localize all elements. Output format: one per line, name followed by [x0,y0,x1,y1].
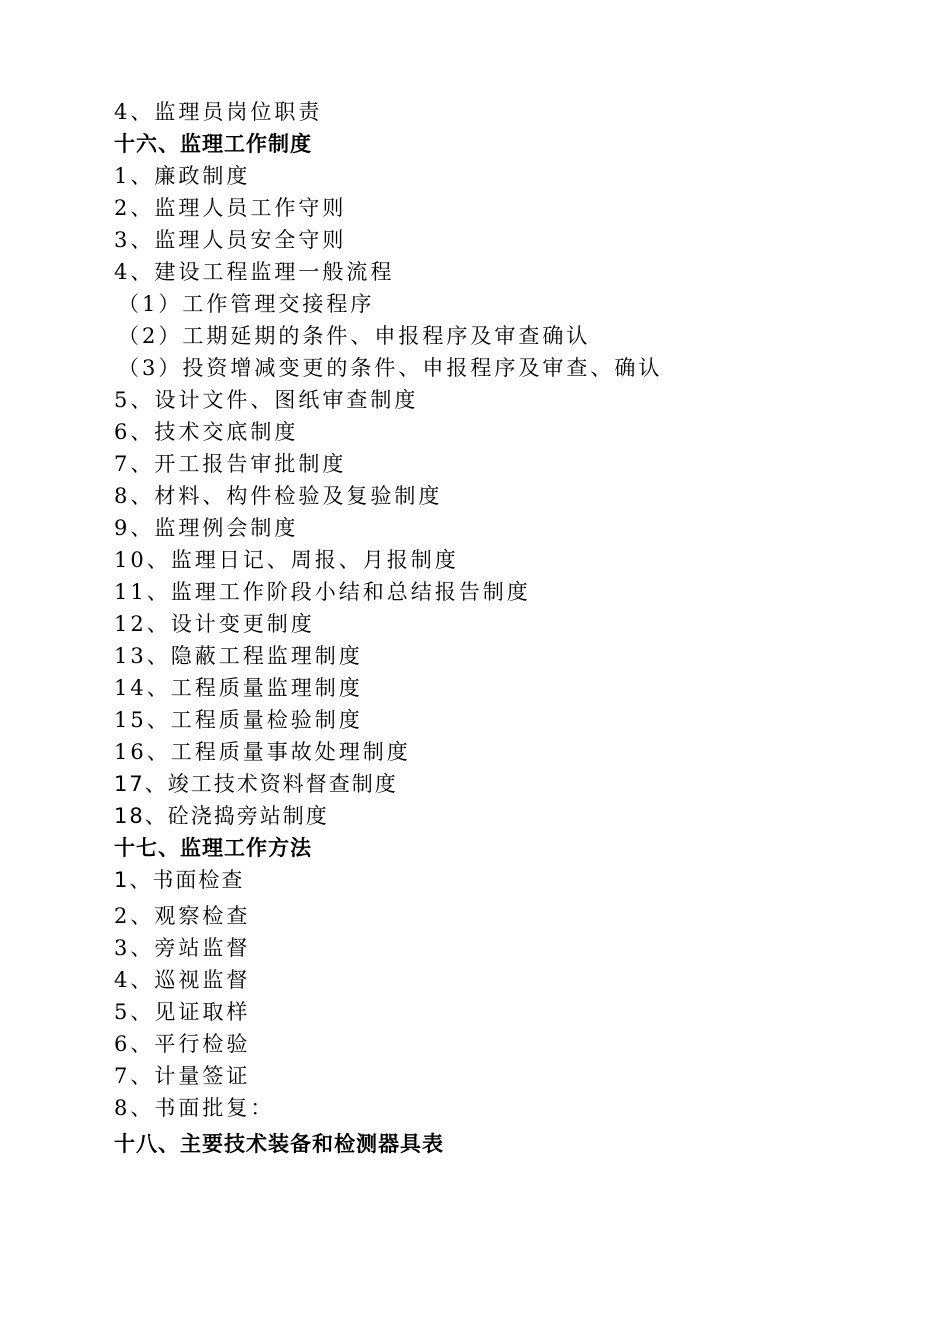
list-item: 12、设计变更制度 [114,612,315,636]
list-item: 17、竣工技术资料督查制度 [114,772,398,796]
list-item: 10、监理日记、周报、月报制度 [114,548,459,572]
list-item: 9、监理例会制度 [114,516,299,540]
list-item: 7、开工报告审批制度 [114,452,347,476]
list-item: 4、建设工程监理一般流程 [114,260,395,284]
section-heading: 十八、主要技术装备和检测器具表 [114,1132,444,1156]
list-item: 18、砼浇捣旁站制度 [114,804,329,828]
sub-list-item: （1）工作管理交接程序 [118,292,375,316]
list-item: 1、廉政制度 [114,164,251,188]
list-item: 6、技术交底制度 [114,420,299,444]
list-item: 3、监理人员安全守则 [114,228,347,252]
list-item: 8、材料、构件检验及复验制度 [114,484,443,508]
list-item: 8、书面批复： [114,1096,275,1120]
list-item: 2、监理人员工作守则 [114,196,347,220]
sub-list-item: （3）投资增减变更的条件、申报程序及审查、确认 [118,356,663,380]
list-item: 11、监理工作阶段小结和总结报告制度 [114,580,531,604]
section-heading: 十七、监理工作方法 [114,836,312,860]
list-item: 5、设计文件、图纸审查制度 [114,388,419,412]
list-item: 14、工程质量监理制度 [114,676,363,700]
section-heading: 十六、监理工作制度 [114,132,312,156]
document-page [114,96,894,1160]
list-item: 16、工程质量事故处理制度 [114,740,411,764]
list-item: 15、工程质量检验制度 [114,708,363,732]
list-item: 3、旁站监督 [114,936,251,960]
list-item: 1、书面检查 [114,868,245,892]
list-item: 13、隐蔽工程监理制度 [114,644,363,668]
list-item: 2、观察检查 [114,904,251,928]
list-item: 5、见证取样 [114,1000,251,1024]
sub-list-item: （2）工期延期的条件、申报程序及审查确认 [118,324,591,348]
list-item: 4、监理员岗位职责 [114,100,323,124]
list-item: 6、平行检验 [114,1032,251,1056]
list-item: 4、巡视监督 [114,968,251,992]
list-item: 7、计量签证 [114,1064,251,1088]
